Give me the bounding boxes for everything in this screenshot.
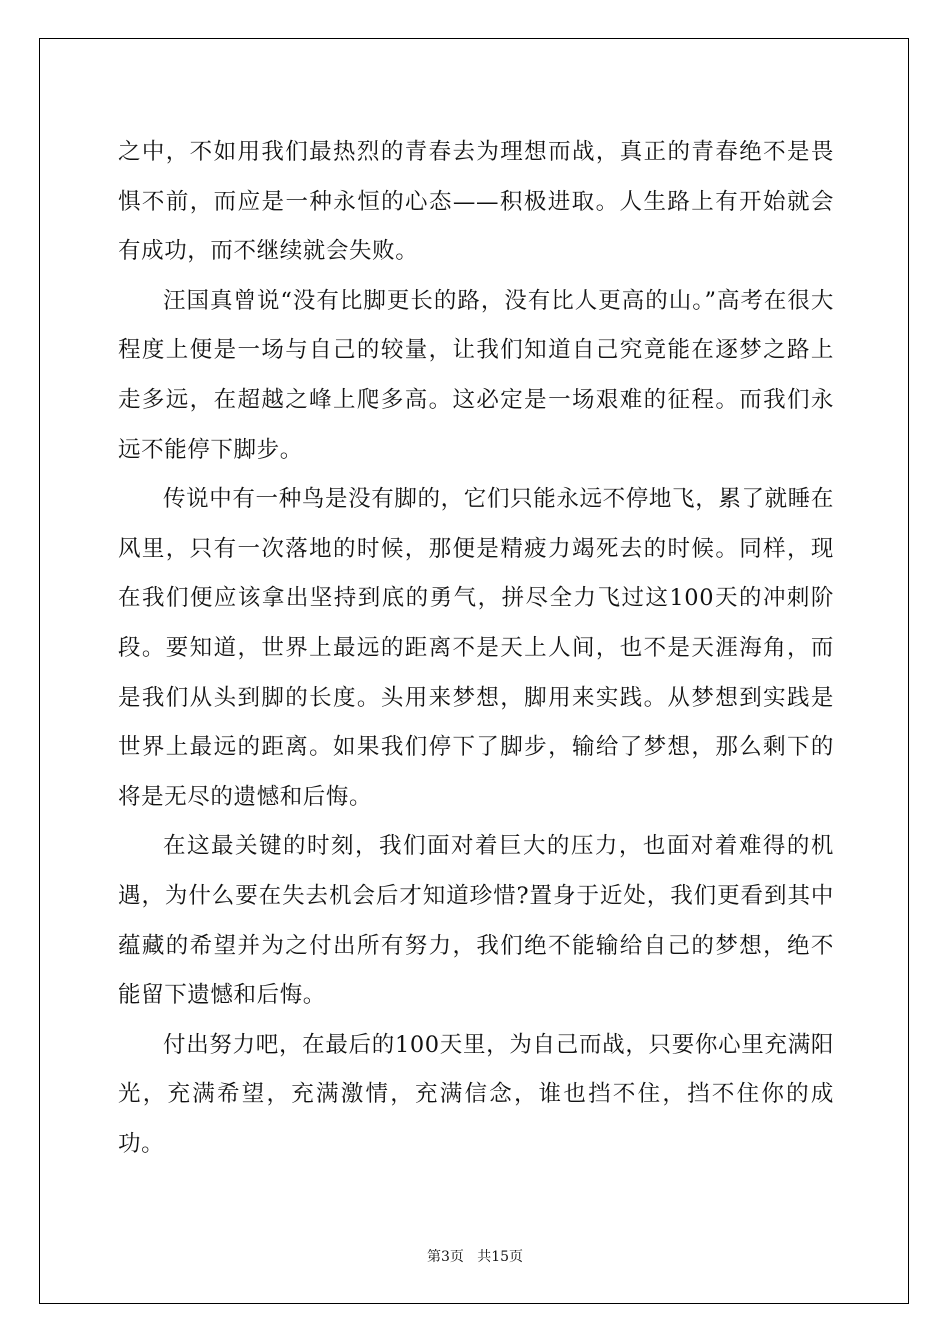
- paragraph: 汪国真曾说“没有比脚更长的路，没有比人更高的山。”高考在很大程度上便是一场与自己的较量，让我们知道自己究竟能在逐梦之路上走多远，在超越之峰上爬多高。这必定是一场艰难的征程。而我们永远不能停下脚步。: [118, 287, 834, 463]
- document-body: [118, 128, 834, 1169]
- paragraph-continued: 之中，不如用我们最热烈的青春去为理想而战，真正的青春绝不是畏惧不前，而应是一种永恒的心态——积极进取。人生路上有开始就会有成功，而不继续就会失败。: [118, 139, 834, 265]
- paragraph: 传说中有一种鸟是没有脚的，它们只能永远不停地飞，累了就睡在风里，只有一次落地的时候，那便是精疲力竭死去的时候。同样，现在我们便应该拿出坚持到底的勇气，拼尽全力飞过这100天的冲刺阶段。要知道，世界上最远的距离不是天上人间，也不是天涯海角，而是我们从头到脚的长度。头用来梦想，脚用来实践。从梦想到实践是世界上最远的距离。如果我们停下了脚步，输给了梦想，那么剩下的将是无尽的遗憾和后悔。: [118, 486, 834, 810]
- paragraph: 在这最关键的时刻，我们面对着巨大的压力，也面对着难得的机遇，为什么要在失去机会后才知道珍惜?置身于近处，我们更看到其中蕴藏的希望并为之付出所有努力，我们绝不能输给自己的梦想，绝不能留下遗憾和后悔。: [118, 833, 834, 1009]
- paragraph: 付出努力吧，在最后的100天里，为自己而战，只要你心里充满阳光，充满希望，充满激情，充满信念，谁也挡不住，挡不住你的成功。: [118, 1031, 834, 1157]
- page-footer: 第3页 共15页: [426, 1249, 524, 1265]
